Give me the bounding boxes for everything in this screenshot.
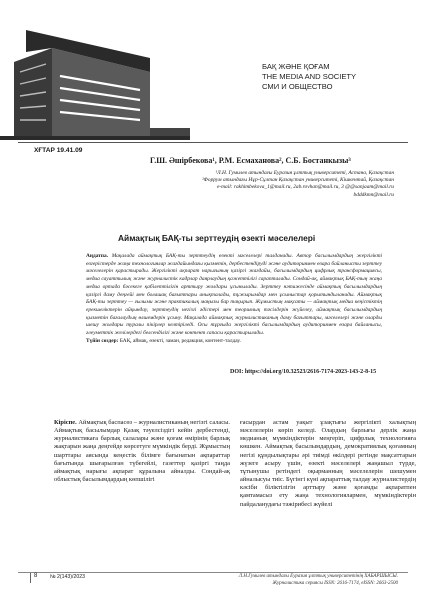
keywords-label: Түйін сөздер: — [86, 337, 119, 344]
abstract-block — [86, 253, 382, 345]
doi-link[interactable]: DOI: https://doi.org/10.32523/2616-7174-2023-143-2-8-15 — [230, 369, 377, 375]
affiliation-2: ²Форрум атындағы Нұр-Сұлтан Қазақстан университеті, Кішкентай, Қазақстан — [201, 177, 394, 184]
affiliations — [94, 170, 394, 199]
journal-issn: Журналистика сериясы ISSN: 2616-7174, eISSN: 2663-2500 — [272, 580, 398, 586]
issue-number: № 2(143)/2023 — [50, 574, 85, 580]
body-text-right: ғасырдан астам уақыт ұзақтығы жергілікті халықтың мәселелерін көріп келеді. Олардың барлығы дерлік жаңа медианың мүмкіндіктерін меңгеріп, цифрлық технологияға көшкен. Аймақтық басылымдардың, демократиялық қоғамның негізі құндылықтары әрі тиімді өкілдері ретінде мақсаттарын жүзеге асыру үшін, өзекті мәселелері жаңашыл түрде, тұтынушы ретіндегі оқырманның мәселелерін шешумен айналысуы тиіс. Бүгінгі күні ақпараттық талдау журналистердің кәсіби біліктілігін арттыру және қоғамды ақпаратпен қамтамасыз ету жаңа технологиялармен, мүмкіндіктерін пайдаланудағы тәжірибесі жүйелі — [240, 419, 416, 508]
keywords-text: БАҚ, аймақ, өзекті, заман, редакция, контент-талдау. — [119, 337, 241, 344]
journal-name: Л.Н.Гумилев атындағы Еуразия ұлттық университетінің ХАБАРШЫСЫ. — [238, 574, 398, 579]
affiliation-1: ¹Л.Н. Гумилев атындағы Еуразия ұлттық университеті, Астана, Қазақстан — [215, 170, 394, 176]
header-divider — [18, 142, 408, 143]
udc-code: ХҒТАР 19.41.09 — [34, 147, 83, 154]
journal-rubric — [262, 62, 356, 92]
affiliation-email-2: bdddkmn@mail.ru — [353, 191, 394, 198]
body-column-left — [54, 419, 230, 484]
rubric-en: THE MEDIA AND SOCIETY — [262, 72, 357, 81]
rubric-ru: СМИ И ОБЩЕСТВО — [262, 82, 333, 91]
intro-text: Аймақтық баспасөз – журналистиканың негізгі саласы. Аймақтық басылымдар Қазақ тәуелсіздігі кейін дербестенді, журналистикаға барлық салалары және қоғам өмірінің барлық жақтарын жаңа деңгейде көрсетуге мүмкіндік берді. Жұмыстың шарттары аясында кеңестік білімге бағынатын ақпараттар бағытында шығарылған түбегейлі, газеттер қазіргі таңда аймақтық нарығы ақпарат құралына айналды. Сондай-ақ облыстық басылымдардың көпшілігі — [54, 419, 230, 484]
affiliation-emails: e-mail: rakhimbekova_1@mail.ru, 2ab.rovhan@mail.ru, 3 @@sanjaam@mail.ru — [216, 184, 394, 191]
abstract-label: Аңдатпа. — [86, 253, 109, 259]
journal-footer — [239, 574, 398, 587]
building-logo-icon — [0, 0, 190, 150]
page-number: 8 — [30, 573, 46, 583]
abstract-text: Мақалада аймақтық БАҚ-ты зерттеудің өзекті мәселелері талданады. Автор басылымдардың жергілікті өзгерістерде жаңа технологиялар жағдайындағы қызметін, дербестендіруді және аудиториямен өзара байланысты зерттеу мәселелерін қарастырады. Жергілікті ақпарат нарығының қазіргі жағдайы, басылымдардың цифрлық трансформациясы, медиа сауаттылық және журналистік кадрлар даярлаудың қажеттілігі сарапталады. Сондай-ақ, аймақтық БАҚ-тың жаңа медиа ортада бәсекеге қабілеттілігін арттыру жолдары ұсынылады. Зерттеу нәтижесінде аймақтық басылымдардың қазіргі даму деңгейі мен болашақ бағыттары анықталады, тұжырымдар мен ұсыныстар қорытындыланады. Аймақтық БАҚ-ты зерттеу — ғылыми және практикалық маңызы бар тақырып. Жұмыстың мақсаты — аймақтық медиа кеңістіктің ерекшеліктерін айқындау, зерттеудің негізгі әдістері мен теориялық тәсілдерін жүйелеу, аймақтық басылымдардың қызметін бағалаудың өлшемдерін ұсыну. Мақалада аймақтық журналистиканың даму бағыттары, мәселелері және оларды шешу жолдары туралы пікірлер келтіріледі. Осы тұрғыда жергілікті басылымдардың аудиториямен өзара байланысы, әлеуметтік желілердегі белсенділігі және контент сапасы қарастырылады. — [86, 253, 382, 337]
rubric-kk: БАҚ ЖӘНЕ ҚОҒАМ — [262, 62, 330, 71]
article-title: Аймақтық БАҚ-ты зерттеудің өзекті мәселелері — [118, 233, 316, 243]
intro-heading: Кіріспе. — [54, 419, 77, 426]
author-list: Г.Ш. Әшірбекова¹, Р.М. Есмаханова², С.Б. Бостанкызы³ — [150, 156, 351, 165]
body-column-right — [240, 419, 416, 509]
footer-divider — [18, 572, 408, 573]
